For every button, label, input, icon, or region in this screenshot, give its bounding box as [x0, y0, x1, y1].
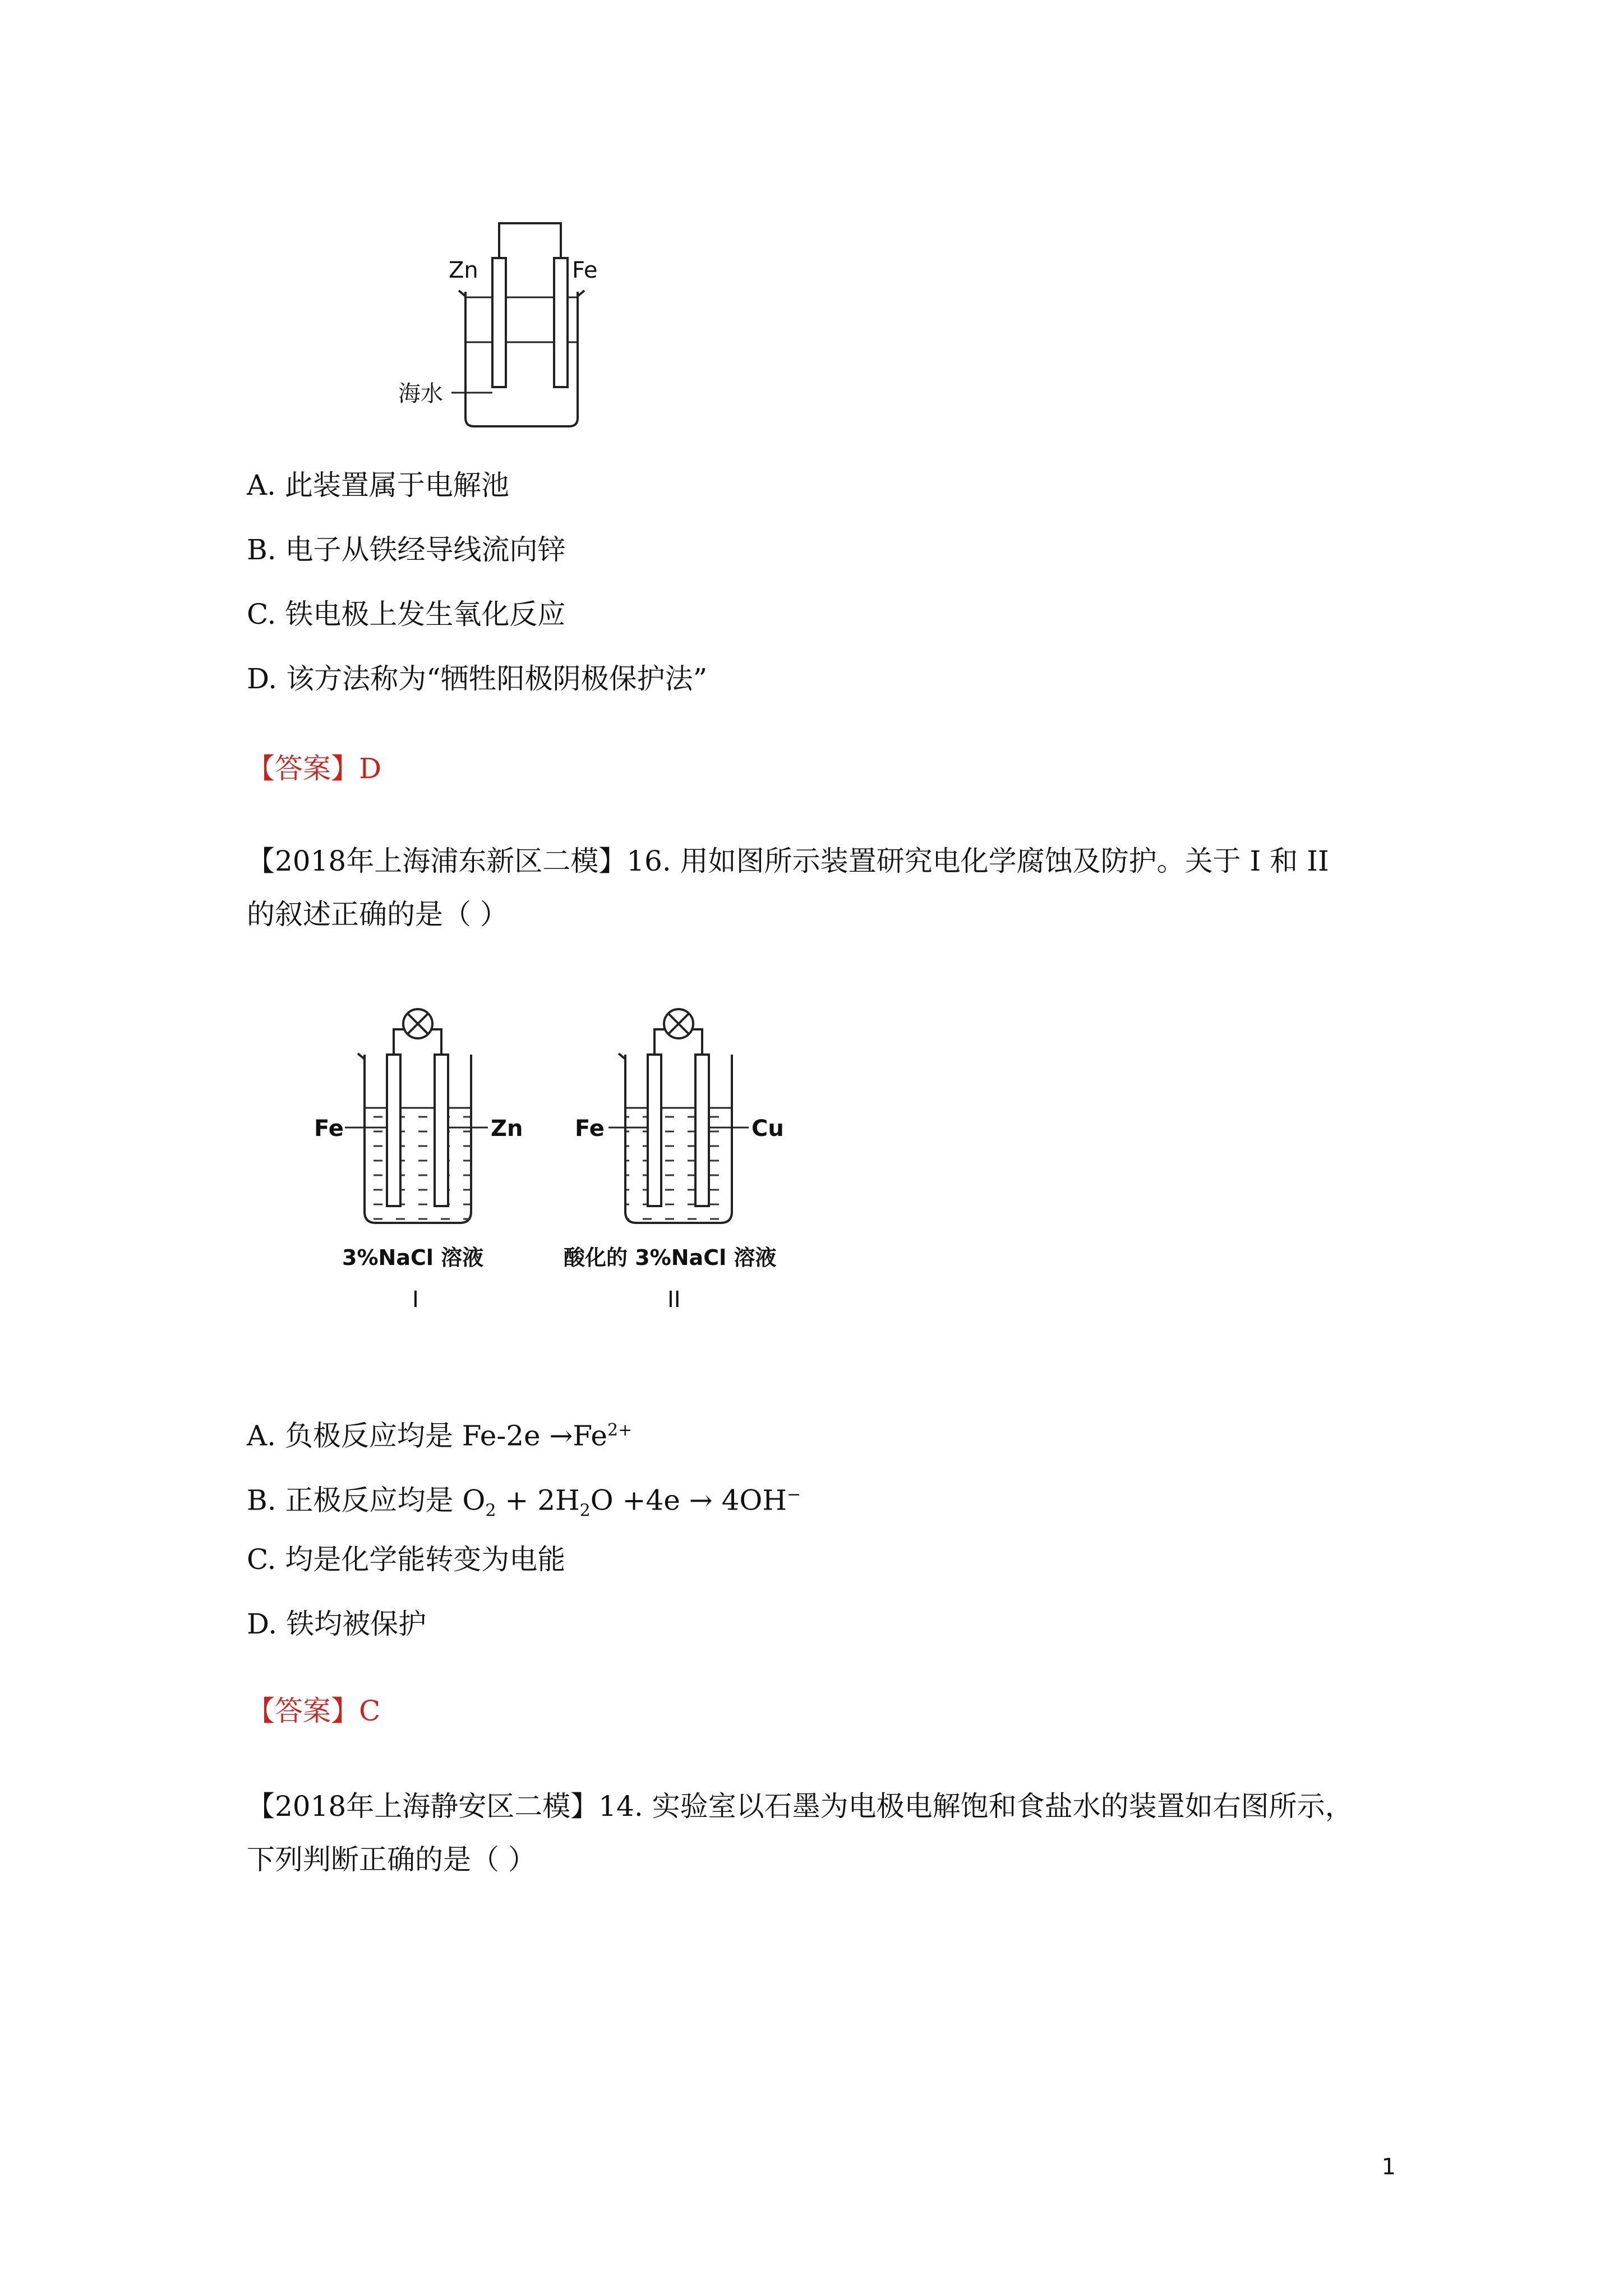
page-number: 1: [1381, 2154, 1396, 2180]
q2-option-a: [247, 1414, 632, 1453]
cell-ii-cu-label: Cu: [751, 1116, 784, 1142]
q2-option-b-charge: −: [787, 1485, 801, 1504]
q2-option-b-sub2: 2: [579, 1501, 591, 1521]
q2-option-b-text: B. 正极反应均是 O: [247, 1484, 486, 1517]
figure-corrosion-cells: [303, 993, 864, 1329]
q1-option-c: C. 铁电极上发生氧化反应: [247, 598, 566, 631]
q1-option-d: D. 该方法称为“牺牲阳极阴极保护法”: [247, 662, 708, 695]
cell-ii-solution-label: 酸化的 3%NaCl 溶液: [564, 1245, 777, 1270]
q2-option-b-mid: + 2H: [496, 1484, 580, 1517]
q2-option-b: [247, 1478, 801, 1528]
cell-i-fe-label: Fe: [314, 1116, 344, 1142]
q2-option-b-sub1: 2: [485, 1501, 496, 1521]
q3-stem-line1: 【2018年上海静安区二模】14. 实验室以石墨为电极电解饱和食盐水的装置如右图所示，: [247, 1790, 1353, 1823]
figure-zn-fe-seawater: [387, 213, 639, 438]
cell-i-solution-label: 3%NaCl 溶液: [342, 1245, 484, 1270]
q1-option-a: A. 此装置属于电解池: [247, 469, 509, 501]
q2-stem-line1: 【2018年上海浦东新区二模】16. 用如图所示装置研究电化学腐蚀及防护。关于 I 和 II: [247, 845, 1329, 877]
q2-option-b-rest: O +4e → 4OH: [590, 1484, 787, 1517]
q1-option-b: B. 电子从铁经导线流向锌: [247, 533, 566, 566]
fig1-fe-label: Fe: [572, 257, 598, 283]
fig1-zn-label: Zn: [449, 257, 478, 283]
cell-i-zn-label: Zn: [491, 1116, 523, 1142]
q3-stem-line2: 下列判断正确的是（ ）: [247, 1843, 536, 1876]
q2-option-a-arrow: →Fe: [549, 1419, 607, 1452]
q2-option-a-text: A. 负极反应均是 Fe-2e: [247, 1419, 550, 1452]
cell-i-numeral: I: [412, 1287, 419, 1313]
q2-option-a-charge: 2+: [607, 1420, 633, 1440]
q2-option-d: D. 铁均被保护: [247, 1608, 427, 1640]
cell-ii-fe-label: Fe: [575, 1116, 605, 1142]
q1-answer: 【答案】D: [247, 752, 382, 785]
fig1-seawater-label: 海水: [398, 381, 443, 407]
q2-answer: 【答案】C: [247, 1695, 381, 1727]
cell-ii-numeral: II: [667, 1287, 681, 1313]
cell-ii: [564, 1009, 784, 1313]
cell-i: [314, 1009, 523, 1313]
q2-option-c: C. 均是化学能转变为电能: [247, 1543, 566, 1576]
q2-stem-line2: 的叙述正确的是（ ）: [247, 898, 508, 931]
